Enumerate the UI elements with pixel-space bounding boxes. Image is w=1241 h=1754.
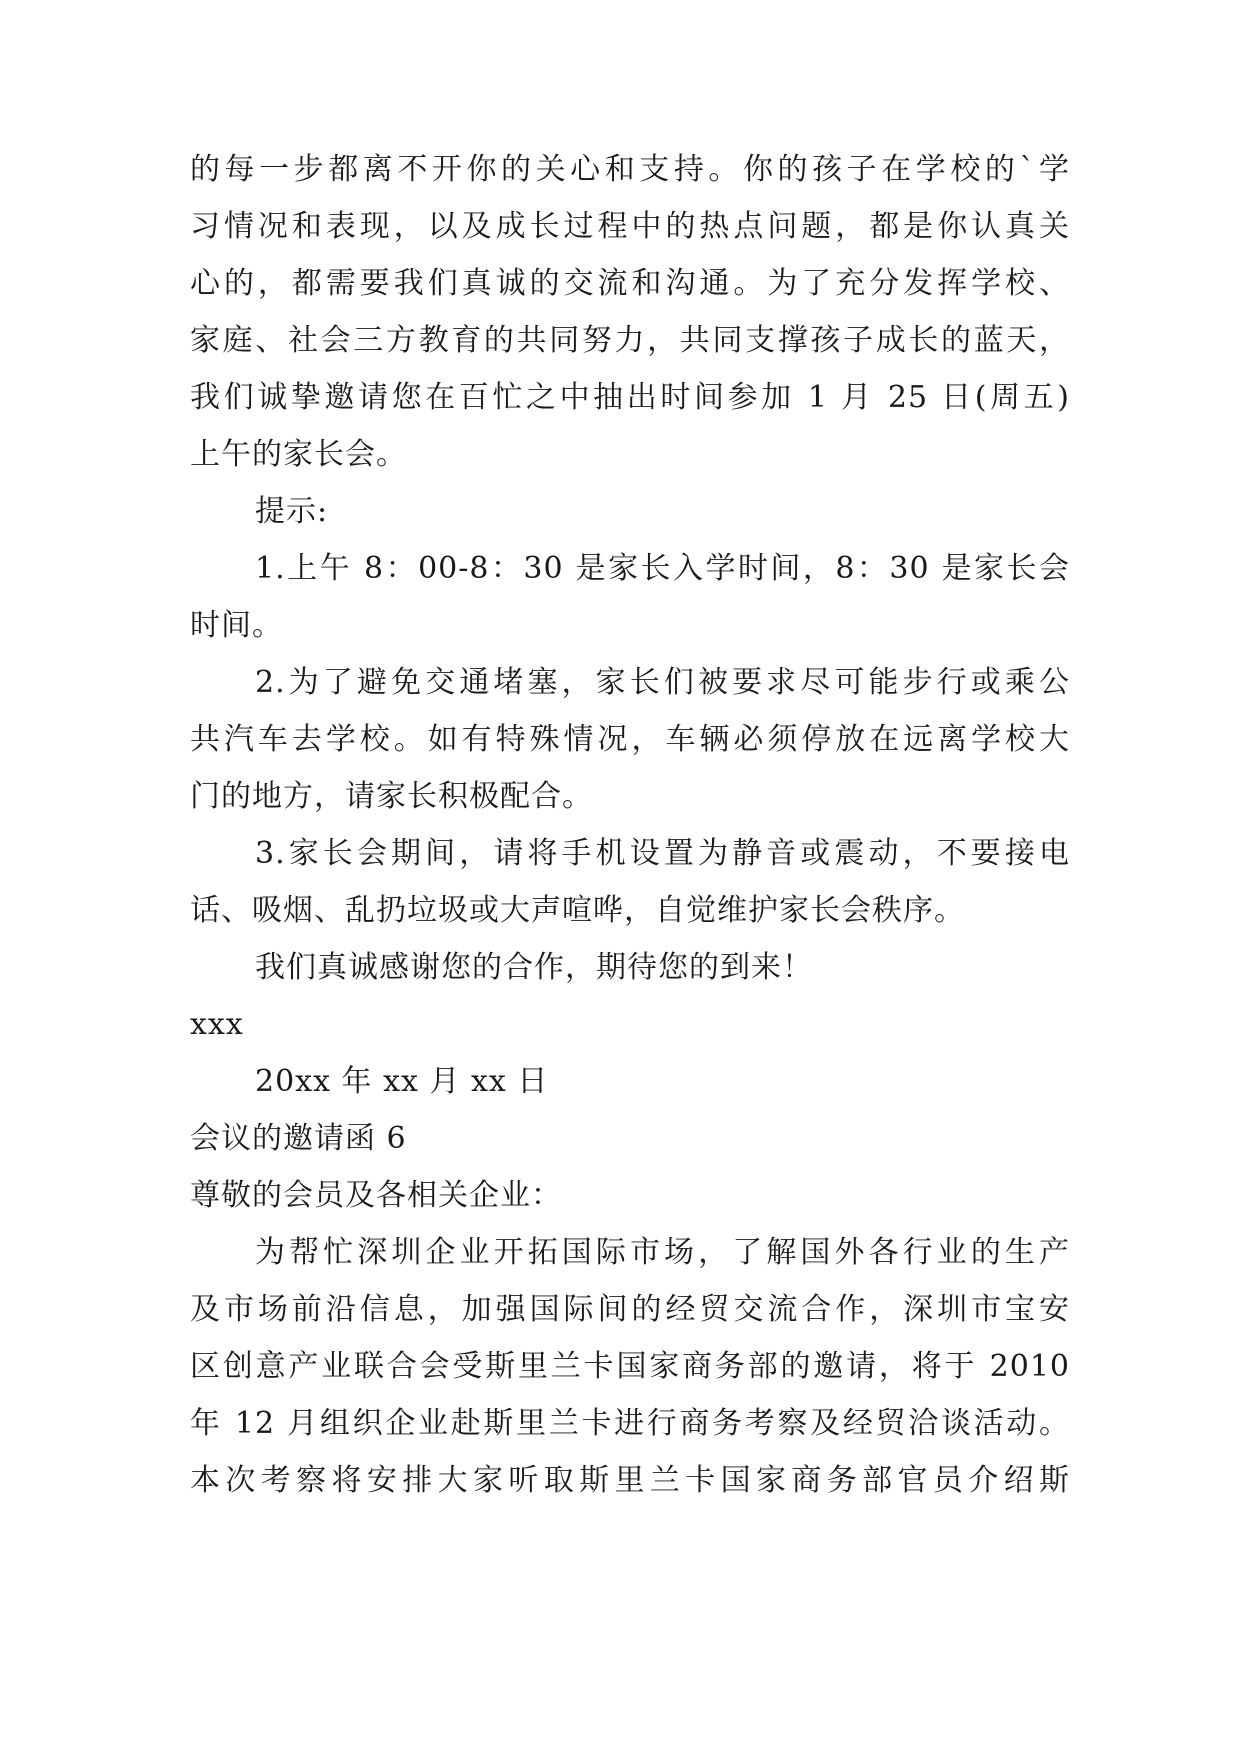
- paragraph-line: 心的，都需要我们真诚的交流和沟通。为了充分发挥学校、: [190, 266, 1070, 301]
- salutation: 尊敬的会员及各相关企业：: [190, 1178, 562, 1213]
- paragraph-line: 话、吸烟、乱扔垃圾或大声喧哗，自觉维护家长会秩序。: [190, 893, 965, 928]
- paragraph-line: 我们诚挚邀请您在百忙之中抽出时间参加 1 月 25 日(周五): [190, 380, 1070, 415]
- paragraph-line: 年 12 月组织企业赴斯里兰卡进行商务考察及经贸洽谈活动。: [190, 1406, 1070, 1441]
- hint-item-1: 1.上午 8：00-8：30 是家长入学时间，8：30 是家长会: [255, 551, 1070, 586]
- paragraph-line: 的每一步都离不开你的关心和支持。你的孩子在学校的`学: [190, 152, 1070, 187]
- paragraph-line: 门的地方，请家长积极配合。: [190, 779, 593, 814]
- hint-heading: 提示:: [255, 494, 329, 529]
- closing-thanks: 我们真诚感谢您的合作，期待您的到来！: [255, 950, 813, 985]
- signature: xxx: [190, 1007, 244, 1042]
- hint-item-3: 3.家长会期间，请将手机设置为静音或震动，不要接电: [255, 836, 1070, 871]
- paragraph-line: 共汽车去学校。如有特殊情况，车辆必须停放在远离学校大: [190, 722, 1070, 757]
- paragraph-line: 及市场前沿信息，加强国际间的经贸交流合作，深圳市宝安: [190, 1292, 1070, 1327]
- hint-item-2: 2.为了避免交通堵塞，家长们被要求尽可能步行或乘公: [255, 665, 1070, 700]
- paragraph-line: 为帮忙深圳企业开拓国际市场，了解国外各行业的生产: [255, 1235, 1070, 1270]
- paragraph-line: 家庭、社会三方教育的共同努力，共同支撑孩子成长的蓝天，: [190, 323, 1070, 358]
- paragraph-line: 上午的家长会。: [190, 437, 407, 472]
- section-title: 会议的邀请函 6: [190, 1121, 407, 1156]
- paragraph-line: 区创意产业联合会受斯里兰卡国家商务部的邀请，将于 2010: [190, 1349, 1070, 1384]
- paragraph-line: 时间。: [190, 608, 283, 643]
- paragraph-line: 本次考察将安排大家听取斯里兰卡国家商务部官员介绍斯: [190, 1463, 1070, 1498]
- paragraph-line: 习情况和表现，以及成长过程中的热点问题，都是你认真关: [190, 209, 1070, 244]
- date-line: 20xx 年 xx 月 xx 日: [255, 1064, 549, 1099]
